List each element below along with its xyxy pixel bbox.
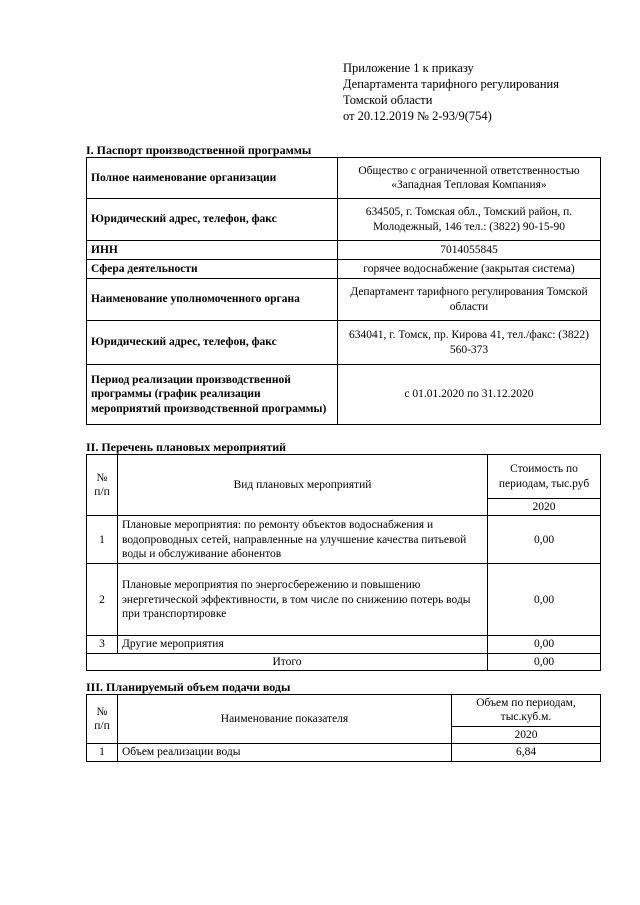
volume-header-row: [87, 695, 601, 727]
passport-row: [87, 321, 601, 365]
table-row: [87, 516, 601, 564]
events-num: 3: [87, 636, 118, 653]
table-row: [87, 636, 601, 653]
appendix-header: [343, 60, 559, 124]
passport-label: Юридический адрес, телефон, факс: [87, 199, 338, 241]
passport-value: 7014055845: [338, 241, 601, 260]
appendix-line-3: Томской области: [343, 93, 433, 107]
events-total-label: Итого: [87, 653, 488, 670]
passport-row: [87, 260, 601, 279]
volume-num: 1: [87, 744, 118, 761]
passport-label: Юридический адрес, телефон, факс: [87, 321, 338, 365]
passport-value: горячее водоснабжение (закрытая система): [338, 260, 601, 279]
events-value: 0,00: [488, 636, 601, 653]
events-num: 2: [87, 564, 118, 636]
volume-table: [86, 694, 601, 762]
passport-row: [87, 199, 601, 241]
table-row: [87, 744, 601, 761]
events-total-row: [87, 653, 601, 670]
section-3-title: III. Планируемый объем подачи воды: [86, 680, 291, 694]
table-row: [87, 564, 601, 636]
events-name: Плановые мероприятия: по ремонту объектов водоснабжения и водопроводных сетей, направленные на улучшение качества питьевой воды и обслуживание абонентов: [118, 516, 488, 564]
events-name: Плановые мероприятия по энергосбережению и повышению энергетической эффективности, в том числе по снижению потерь воды при транспортировке: [118, 564, 488, 636]
appendix-line-1: Приложение 1 к приказу: [343, 61, 474, 75]
volume-head-volume: Объем по периодам, тыс.куб.м.: [452, 695, 601, 727]
appendix-line-4: от 20.12.2019 № 2-93/9(754): [343, 109, 492, 123]
events-total-value: 0,00: [488, 653, 601, 670]
passport-label: Сфера деятельности: [87, 260, 338, 279]
passport-label: Наименование уполномоченного органа: [87, 279, 338, 321]
events-table: [86, 454, 601, 671]
events-value: 0,00: [488, 516, 601, 564]
passport-value: Департамент тарифного регулирования Томской области: [338, 279, 601, 321]
passport-label: Период реализации производственной программы (график реализации мероприятий производственной программы): [87, 365, 338, 425]
passport-row: [87, 279, 601, 321]
passport-value: 634505, г. Томская обл., Томский район, п. Молодежный, 146 тел.: (3822) 90-15-90: [338, 199, 601, 241]
events-header-row: [87, 455, 601, 499]
appendix-line-2: Департамента тарифного регулирования: [343, 77, 559, 91]
section-2-title: II. Перечень плановых мероприятий: [86, 440, 287, 454]
events-value: 0,00: [488, 564, 601, 636]
passport-value: Общество с ограниченной ответственностью «Западная Тепловая Компания»: [338, 158, 601, 199]
passport-table: [86, 157, 601, 425]
passport-row: [87, 241, 601, 260]
events-head-cost: Стоимость по периодам, тыс.руб: [488, 455, 601, 499]
volume-name: Объем реализации воды: [118, 744, 452, 761]
passport-row: [87, 365, 601, 425]
volume-head-name: Наименование показателя: [118, 695, 452, 744]
events-name: Другие мероприятия: [118, 636, 488, 653]
events-head-num: № п/п: [87, 455, 118, 516]
events-head-year: 2020: [488, 499, 601, 516]
volume-value: 6,84: [452, 744, 601, 761]
volume-head-num: № п/п: [87, 695, 118, 744]
section-1-title: I. Паспорт производственной программы: [86, 143, 312, 157]
events-num: 1: [87, 516, 118, 564]
passport-label: Полное наименование организации: [87, 158, 338, 199]
volume-head-year: 2020: [452, 726, 601, 743]
passport-label: ИНН: [87, 241, 338, 260]
passport-value: 634041, г. Томск, пр. Кирова 41, тел./факс: (3822) 560-373: [338, 321, 601, 365]
events-head-name: Вид плановых мероприятий: [118, 455, 488, 516]
passport-row: [87, 158, 601, 199]
passport-value: с 01.01.2020 по 31.12.2020: [338, 365, 601, 425]
